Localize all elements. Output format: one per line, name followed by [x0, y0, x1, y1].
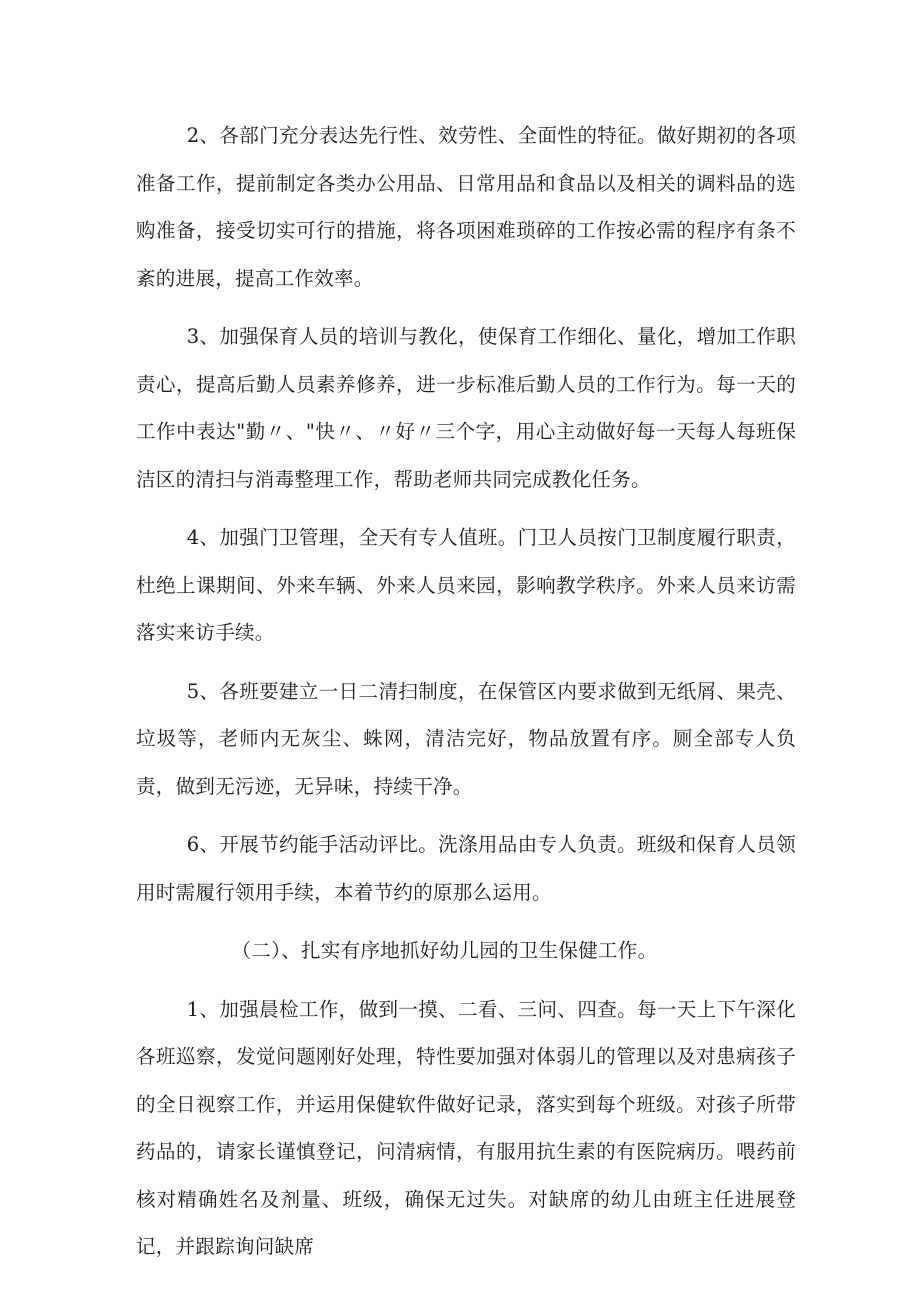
paragraph-item-4: 4、加强门卫管理，全天有专人值班。门卫人员按门卫制度履行职责，杜绝上课期间、外来车辆、外来人员来园，影响教学秩序。外来人员来访需落实来访手续。	[136, 526, 796, 644]
paragraph-item-5: 5、各班要建立一日二清扫制度，在保管区内要求做到无纸屑、果壳、垃圾等，老师内无灰尘、蛛网，清洁完好，物品放置有序。厕全部专人负责，做到无污迹，无异味，持续干净。	[136, 679, 796, 798]
document-body	[136, 112, 796, 1282]
paragraph-item-6: 6、开展节约能手活动评比。洗涤用品由专人负责。班级和保育人员领用时需履行领用手续，本着节约的原那么运用。	[136, 833, 796, 904]
paragraph-item-2: 2、各部门充分表达先行性、效劳性、全面性的特征。做好期初的各项准备工作，提前制定各类办公用品、日常用品和食品以及相关的调料品的选购准备，接受切实可行的措施，将各项困难琐碎的工作按必需的程序有条不紊的进展，提高工作效率。	[136, 124, 796, 290]
paragraph-item-1: 1、加强晨检工作，做到一摸、二看、三问、四查。每一天上下午深化各班巡察，发觉问题刚好处理，特性要加强对体弱儿的管理以及对患病孩子的全日视察工作，并运用保健软件做好记录，落实到每个班级。对孩子所带药品的，请家长谨慎登记，问清病情，有服用抗生素的有医院病历。喂药前核对精确姓名及剂量、班级，确保无过失。对缺席的幼儿由班主任进展登记，并跟踪询问缺席	[136, 997, 796, 1258]
paragraph-item-3: 3、加强保育人员的培训与教化，使保育工作细化、量化，增加工作职责心，提高后勤人员素养修养，进一步标准后勤人员的工作行为。每一天的工作中表达"勤〃、"快〃、〃好〃三个字，用心主动做好每一天每人每班保洁区的清扫与消毒整理工作，帮助老师共同完成教化任务。	[136, 325, 796, 491]
section-heading: （二）、扎实有序地抓好幼儿园的卫生保健工作。	[231, 939, 658, 962]
